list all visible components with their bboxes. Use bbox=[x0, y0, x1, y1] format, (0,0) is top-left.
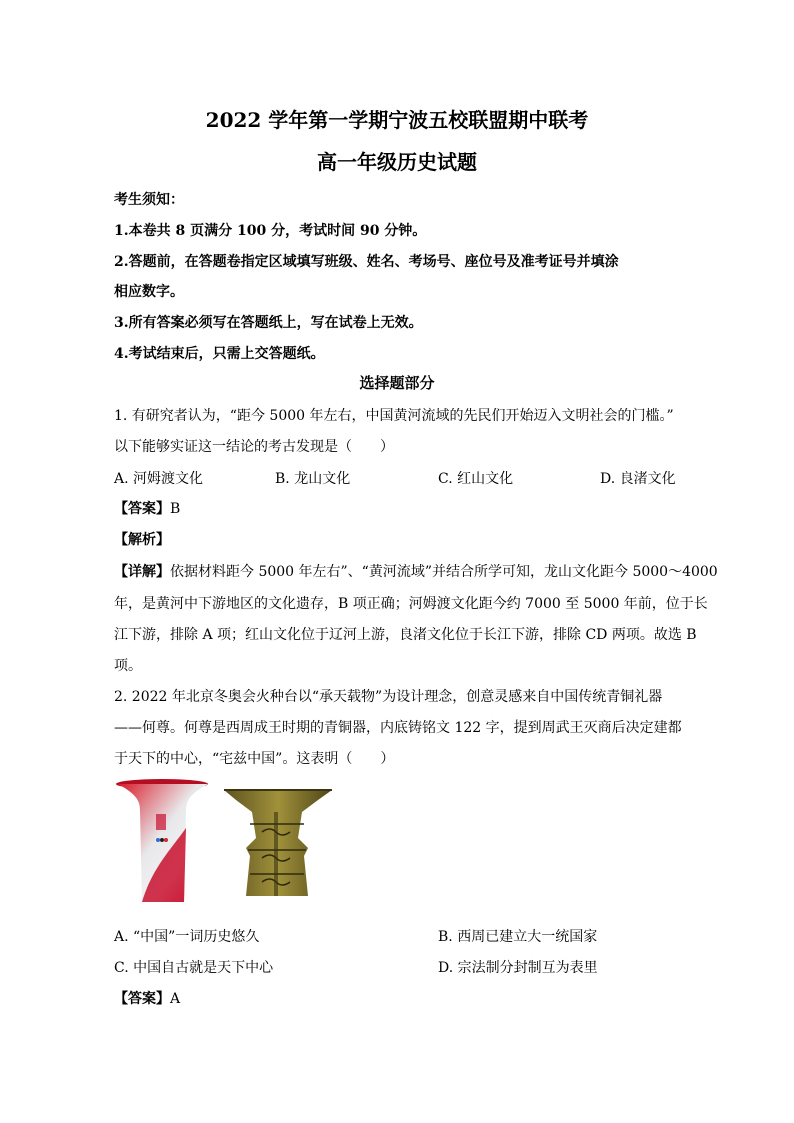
olympic-flame-stand-image bbox=[116, 779, 208, 902]
q2-option-d: D. 宗法制分封制互为表里 bbox=[438, 960, 598, 976]
q2-figures bbox=[112, 778, 342, 908]
q2-option-c: C. 中国自古就是天下中心 bbox=[114, 960, 274, 976]
q1-option-b: B. 龙山文化 bbox=[275, 471, 351, 487]
detail-tag: 【详解】 bbox=[114, 564, 170, 580]
q1-answer bbox=[114, 498, 180, 518]
q1-stem-line: 1. 有研究者认为，“距今 5000 年左右，中国黄河流域的先民们开始迈入文明社会的门槛。” bbox=[114, 408, 674, 424]
answer-value: A bbox=[170, 991, 181, 1007]
notice-item: 1.本卷共 8 页满分 100 分，考试时间 90 分钟。 bbox=[114, 223, 427, 239]
q1-option-a: A. 河姆渡文化 bbox=[114, 471, 204, 487]
notice-item: 3.所有答案必须写在答题纸上，写在试卷上无效。 bbox=[114, 315, 423, 331]
q2-stem-line: 2. 2022 年北京冬奥会火种台以“承天载物”为设计理念，创意灵感来自中国传统青铜礼器 bbox=[114, 689, 663, 705]
q1-option-d: D. 良渚文化 bbox=[600, 471, 676, 487]
q2-stem-line: ——何尊。何尊是西周成王时期的青铜器，内底铸铭文 122 字，提到周武王灭商后决定建都 bbox=[114, 720, 682, 736]
notice-item: 相应数字。 bbox=[114, 284, 184, 300]
exam-title: 2022 学年第一学期宁波五校联盟期中联考 bbox=[205, 108, 589, 132]
q1-detail-line bbox=[114, 561, 718, 581]
q2-answer bbox=[114, 988, 180, 1008]
notice-item: 2.答题前，在答题卷指定区域填写班级、姓名、考场号、座位号及准考证号并填涂 bbox=[114, 254, 619, 270]
exam-subtitle: 高一年级历史试题 bbox=[317, 150, 477, 174]
q1-detail-line: 江下游，排除 A 项；红山文化位于辽河上游，良渚文化位于长江下游，排除 CD 两项。故选 B bbox=[114, 627, 697, 643]
q1-option-c: C. 红山文化 bbox=[438, 471, 514, 487]
q2-option-a: A. “中国”一词历史悠久 bbox=[114, 929, 260, 945]
answer-tag: 【答案】 bbox=[114, 991, 170, 1007]
answer-value: B bbox=[170, 501, 181, 517]
q1-analysis-tag: 【解析】 bbox=[114, 532, 170, 548]
q2-option-b: B. 西周已建立大一统国家 bbox=[438, 929, 598, 945]
section-title: 选择题部分 bbox=[359, 374, 435, 392]
answer-tag: 【答案】 bbox=[114, 501, 170, 517]
detail-text: 依据材料距今 5000 年左右”、“黄河流域”并结合所学可知，龙山文化距今 5000～4000 bbox=[170, 564, 718, 580]
notice-item: 4.考试结束后，只需上交答题纸。 bbox=[114, 346, 325, 362]
q1-detail-line: 项。 bbox=[114, 658, 142, 674]
q2-stem-line: 于天下的中心，“宅兹中国”。这表明（ ） bbox=[114, 751, 395, 767]
bronze-he-zun-vessel-image bbox=[224, 790, 332, 896]
notice-heading: 考生须知： bbox=[114, 192, 184, 208]
q1-detail-line: 年，是黄河中下游地区的文化遗存，B 项正确；河姆渡文化距今约 7000 至 5000 年前，位于长 bbox=[114, 596, 708, 612]
q1-stem-line: 以下能够实证这一结论的考古发现是（ ） bbox=[114, 439, 394, 455]
